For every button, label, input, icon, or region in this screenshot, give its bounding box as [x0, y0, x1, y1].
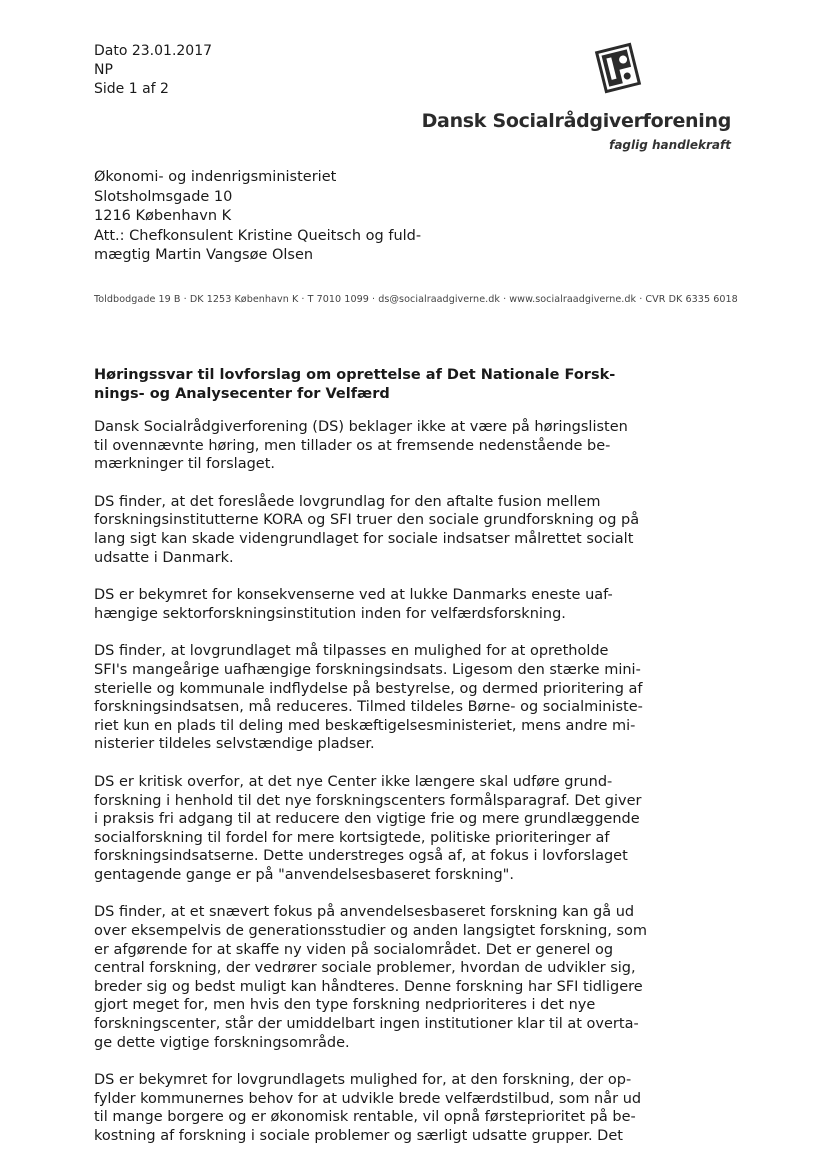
text-line: forskning i henhold til det nye forskningscenters formålsparagraf. Det giver: [94, 792, 642, 809]
text-line: gentagende gange er på "anvendelsesbaseret forskning".: [94, 866, 514, 883]
subject-line: Høringssvar til lovforslag om oprettelse af Det Nationale Forsk-: [94, 367, 616, 383]
text-line: lang sigt kan skade videngrundlaget for sociale indsatser målrettet socialt: [94, 530, 634, 547]
text-line: riet kun en plads til deling med beskæftigelsesministeriet, mens andre mi-: [94, 717, 636, 734]
paragraph: [94, 418, 639, 474]
text-line: i praksis fri adgang til at reducere den vigtige frie og mere grundlæggende: [94, 811, 640, 828]
text-line: sterielle og kommunale indflydelse på bestyrelse, og dermed prioritering af: [94, 680, 643, 697]
address-line: Slotsholmsgade 10: [94, 188, 233, 205]
text-line: hængige sektorforskningsinstitution inden for velfærdsforskning.: [94, 605, 566, 622]
paragraph: [94, 903, 648, 1052]
text-line: forskningsindsatserne. Dette understreges også af, at fokus i lovforslaget: [94, 848, 628, 865]
text-line: central forskning, der vedrører sociale problemer, hvordan de udvikler sig,: [94, 960, 636, 977]
text-line: DS finder, at lovgrundlaget må tilpasses en mulighed for at opretholde: [94, 643, 609, 660]
organization-tagline: faglig handlekraft: [609, 138, 731, 152]
address-line: Økonomi- og indenrigsministeriet: [94, 169, 337, 185]
text-line: forskningsinstitutterne KORA og SFI truer den sociale grundforskning og på: [94, 512, 640, 529]
letter-body: [94, 418, 648, 1165]
text-line: nisterier tildeles selvstændige pladser.: [94, 736, 375, 753]
page-number: Side 1 af 2: [94, 81, 169, 97]
paragraph: [94, 773, 642, 885]
text-line: Dansk Socialrådgiverforening (DS) beklager ikke at være på høringslisten: [94, 419, 628, 435]
text-line: over eksempelvis de generationsstudier og anden langsigtet forskning, som: [94, 923, 648, 940]
address-line: 1216 København K: [94, 208, 232, 224]
subject-line: nings- og Analysecenter for Velfærd: [94, 386, 390, 402]
text-line: DS er bekymret for konsekvenserne ved at lukke Danmarks eneste uaf-: [94, 587, 613, 604]
text-line: mærkninger til forslaget.: [94, 456, 276, 473]
document-meta: [94, 42, 212, 99]
paragraph: [94, 493, 639, 567]
text-line: til ovennævnte høring, men tillader os at fremsende nedenstående be-: [94, 437, 611, 454]
text-line: forskningscenter, står der umiddelbart ingen institutioner klar til at overta-: [94, 1016, 639, 1033]
recipient-address: [94, 168, 421, 266]
text-line: DS er kritisk overfor, at det nye Center ikke længere skal udføre grund-: [94, 773, 613, 790]
text-line: gjort meget for, men hvis den type forskning nedprioriteres i det nye: [94, 997, 596, 1014]
paragraph: [94, 1071, 642, 1145]
text-line: DS finder, at det foreslåede lovgrundlag for den aftalte fusion mellem: [94, 493, 601, 510]
text-line: kostning af forskning i sociale problemer og særligt udsatte grupper. Det: [94, 1128, 623, 1144]
text-line: fylder kommunernes behov for at udvikle brede velfærdstilbud, som når ud: [94, 1090, 642, 1107]
text-line: ge dette vigtige forskningsområde.: [94, 1034, 350, 1051]
address-line: mægtig Martin Vangsøe Olsen: [94, 247, 314, 263]
paragraph: [94, 642, 643, 754]
text-line: socialforskning til fordel for mere kortsigtede, politiske prioriteringer af: [94, 829, 610, 846]
text-line: SFI's mangeårige uafhængige forskningsindsats. Ligesom den stærke mini-: [94, 661, 641, 678]
sender-contact-line: Toldbodgade 19 B · DK 1253 København K · T 7010 1099 · ds@socialraadgiverne.dk · www.socialraadgiverne.dk · CVR DK 6335 6018: [94, 294, 738, 305]
text-line: DS er bekymret for lovgrundlagets mulighed for, at den forskning, der op-: [94, 1072, 632, 1089]
organization-name: Dansk Socialrådgiverforening: [421, 110, 731, 132]
text-line: breder sig og bedst muligt kan håndteres. Denne forskning har SFI tidligere: [94, 978, 643, 995]
text-line: udsatte i Danmark.: [94, 549, 234, 566]
subject-heading: [94, 366, 614, 404]
text-line: DS finder, at et snævert fokus på anvendelsesbaseret forskning kan gå ud: [94, 904, 635, 921]
address-line: Att.: Chefkonsulent Kristine Queitsch og fuld-: [94, 227, 422, 244]
paragraph: [94, 586, 639, 623]
text-line: er afgørende for at skaffe ny viden på socialområdet. Det er generel og: [94, 941, 614, 958]
text-line: forskningsindsatsen, må reduceres. Tilmed tildeles Børne- og socialministe-: [94, 699, 643, 716]
initials-line: NP: [94, 62, 113, 78]
text-line: til mange borgere og er økonomisk rentable, vil opnå førsteprioritet på be-: [94, 1109, 636, 1126]
date-line: Dato 23.01.2017: [94, 43, 213, 59]
ds-logo-icon: [593, 40, 643, 96]
